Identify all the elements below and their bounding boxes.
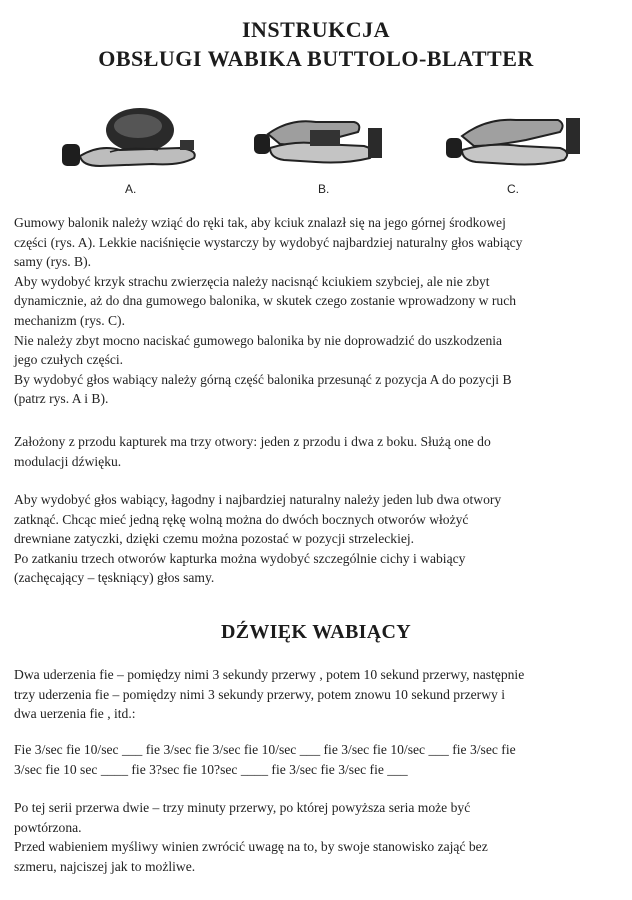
text-line: Po zatkaniu trzech otworów kapturka można wydobyć szczególnie cichy i wabiący xyxy=(14,550,466,566)
figure-c xyxy=(440,100,590,200)
text-line: Gumowy balonik należy wziąć do ręki tak, aby kciuk znalazł się na jego górnej środkowej xyxy=(14,215,506,230)
text-line: modulacji dźwięku. xyxy=(14,453,122,469)
paragraph-sequence xyxy=(14,740,620,779)
figure-a-label: A. xyxy=(125,182,137,196)
text-line: trzy uderzenia fie – pomiędzy nimi 3 sekundy przerwy, potem znowu 10 sekund przerwy i xyxy=(14,686,505,702)
text-line: zatknąć. Chcąc mieć jedną rękę wolną można do dwóch bocznych otworów włożyć xyxy=(14,511,469,527)
text-line: 3/sec fie 10 sec ____ fie 3?sec fie 10?sec ____ fie 3/sec fie 3/sec fie ___ xyxy=(14,761,408,777)
paragraph-usage xyxy=(14,213,620,409)
figure-a xyxy=(60,100,210,200)
paragraph-hood xyxy=(14,432,620,471)
text-line: części (rys. A). Lekkie naciśnięcie wystarczy by wydobyć najbardziej naturalny głos wabiący xyxy=(14,234,523,250)
section-heading: DŹWIĘK WABIĄCY xyxy=(221,621,411,643)
text-line: dynamicznie, aż do dna gumowego balonika, w skutek czego zostanie wprowadzony w ruch xyxy=(14,293,517,309)
text-line: Dwa uderzenia fie – pomiędzy nimi 3 sekundy przerwy , potem 10 sekund przerwy, następnie xyxy=(14,667,525,682)
text-line: Założony z przodu kapturek ma trzy otwory: jeden z przodu i dwa z boku. Służą one do xyxy=(14,434,491,449)
text-line: mechanizm (rys. C). xyxy=(14,312,125,328)
text-line: Przed wabieniem myśliwy winien zwrócić uwagę na to, by swoje stanowisko zająć bez xyxy=(14,839,488,855)
paragraph-closing xyxy=(14,798,620,876)
text-line: Fie 3/sec fie 10/sec ___ fie 3/sec fie 3/sec fie 10/sec ___ fie 3/sec fie 10/sec ___ fie 3/sec fie xyxy=(14,742,516,757)
paragraph-rhythm xyxy=(14,665,620,724)
document-title-line-1: INSTRUKCJA xyxy=(241,17,391,42)
text-line: samy (rys. B). xyxy=(14,254,92,270)
text-line: By wydobyć głos wabiący należy górną część balonika przesunąć z pozycja A do pozycji B xyxy=(14,371,512,387)
figure-c-label: C. xyxy=(507,182,519,196)
text-line: Aby wydobyć głos wabiący, łagodny i najbardziej naturalny należy jeden lub dwa otwory xyxy=(14,492,502,507)
hand-grip-a-illustration xyxy=(60,100,210,184)
text-line: Nie należy zbyt mocno naciskać gumowego balonika by nie doprowadzić do uszkodzenia xyxy=(14,332,503,348)
text-line: Po tej serii przerwa dwie – trzy minuty przerwy, po której powyższa seria może być xyxy=(14,800,471,815)
text-line: jego czułych części. xyxy=(14,352,124,368)
text-line: powtórzona. xyxy=(14,819,82,835)
text-line: Aby wydobyć krzyk strachu zwierzęcia należy nacisnąć kciukiem szybciej, ale nie zbyt xyxy=(14,273,490,289)
paragraph-holes xyxy=(14,490,620,588)
document-title-line-2: OBSŁUGI WABIKA BUTTOLO-BLATTER xyxy=(98,46,534,71)
text-line: drewniane zatyczki, dzięki czemu można pozostać w pozycji strzeleckiej. xyxy=(14,531,415,547)
text-line: dwa uerzenia fie , itd.: xyxy=(14,706,136,722)
text-line: (zachęcający – tęskniący) głos samy. xyxy=(14,570,215,586)
text-line: (patrz rys. A i B). xyxy=(14,391,109,407)
figure-b-label: B. xyxy=(318,182,330,196)
figure-b xyxy=(250,100,400,200)
text-line: szmeru, najciszej jak to możliwe. xyxy=(14,858,196,874)
hand-grip-c-illustration xyxy=(440,100,590,184)
hand-grip-b-illustration xyxy=(250,100,400,184)
